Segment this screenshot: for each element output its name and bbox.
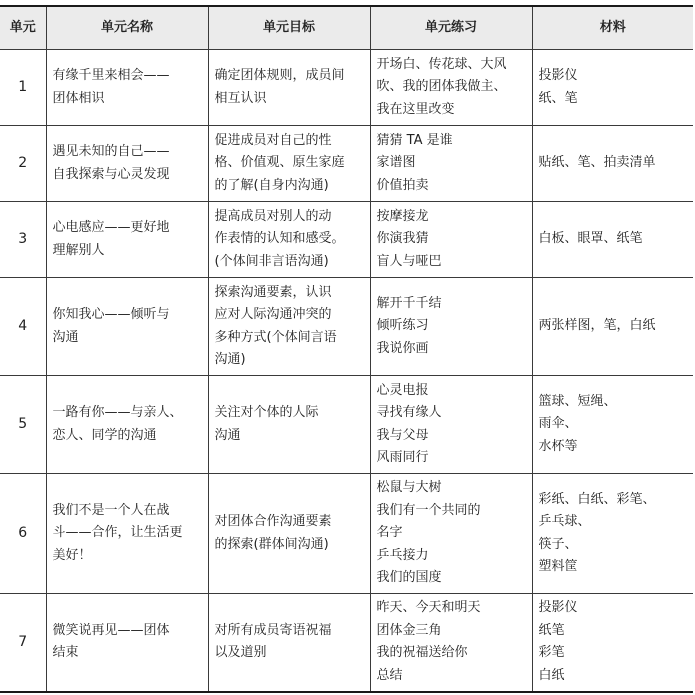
cell-text-line: 彩纸、白纸、彩笔、 — [538, 491, 656, 507]
unit-number-cell: 6 — [0, 474, 46, 594]
cell-text-line: 以及道别 — [214, 645, 267, 661]
cell-text-line: 心灵电报 — [376, 382, 429, 398]
unit-exercise-cell — [370, 202, 532, 278]
cell-text-line: 盲人与哑巴 — [376, 253, 442, 269]
table-row — [0, 202, 693, 278]
unit-name-cell — [46, 594, 208, 692]
cell-text-line: 沟通) — [214, 352, 246, 367]
cell-text-line: 塑料筐 — [538, 559, 578, 574]
unit-number-cell: 7 — [0, 594, 46, 692]
table-row — [0, 594, 693, 692]
unit-number-cell: 2 — [0, 126, 46, 202]
unit-name-cell — [46, 376, 208, 474]
cell-text-line: 松鼠与大树 — [376, 480, 442, 496]
cell-text-line: 团体相识 — [52, 90, 105, 106]
materials-cell — [532, 376, 693, 474]
unit-name-cell — [46, 126, 208, 202]
cell-text-line: 雨伞、 — [538, 416, 578, 432]
cell-text-line: 自我探索与心灵发现 — [52, 166, 170, 182]
cell-text-line: 确定团体规则，成员间 — [214, 68, 345, 83]
cell-text-line: 纸笔 — [538, 622, 565, 638]
table-row — [0, 50, 693, 126]
cell-text-line: 的了解(自身内沟通) — [214, 177, 329, 193]
header-unit-exercise: 单元练习 — [370, 6, 532, 50]
unit-goal-cell — [208, 202, 370, 278]
cell-text-line: 解开千千结 — [376, 295, 442, 311]
cell-text-line: 昨天、今天和明天 — [376, 600, 481, 616]
table-row — [0, 376, 693, 474]
cell-text-line: 水杯等 — [538, 438, 578, 454]
unit-number-cell: 5 — [0, 376, 46, 474]
cell-text-line: 篮球、短绳、 — [538, 393, 617, 409]
materials-cell — [532, 50, 693, 126]
cell-text-line: 的探索(群体间沟通) — [214, 536, 329, 552]
cell-text-line: 家谱图 — [376, 155, 416, 171]
unit-goal-cell — [208, 594, 370, 692]
unit-number-cell: 3 — [0, 202, 46, 278]
cell-text-line: (个体间非言语沟通) — [214, 253, 329, 269]
cell-text-line: 一路有你——与亲人、 — [52, 405, 183, 420]
cell-text-line: 结束 — [52, 645, 79, 661]
cell-text-line: 我与父母 — [376, 427, 429, 443]
cell-text-line: 应对人际沟通冲突的 — [214, 307, 332, 322]
table-row — [0, 126, 693, 202]
cell-text-line: 纸、笔 — [538, 90, 578, 106]
cell-text-line: 筷子、 — [538, 536, 578, 552]
cell-text-line: 乒乓接力 — [376, 547, 429, 563]
cell-text-line: 投影仪 — [538, 68, 578, 83]
unit-exercise-cell — [370, 594, 532, 692]
cell-text-line: 提高成员对别人的动 — [214, 208, 332, 224]
cell-text-line: 我们有一个共同的 — [376, 502, 481, 518]
materials-cell — [532, 278, 693, 376]
cell-text-line: 探索沟通要素，认识 — [214, 284, 332, 300]
cell-text-line: 乒乓球、 — [538, 514, 591, 529]
header-materials: 材料 — [532, 6, 693, 50]
cell-text-line: 总结 — [376, 667, 403, 683]
cell-text-line: 两张样图，笔，白纸 — [538, 318, 656, 334]
materials-cell — [532, 594, 693, 692]
cell-text-line: 沟通 — [52, 329, 79, 345]
materials-cell — [532, 474, 693, 594]
cell-text-line: 你知我心——倾听与 — [52, 307, 170, 322]
unit-exercise-cell — [370, 474, 532, 594]
cell-text-line: 倾听练习 — [376, 318, 429, 334]
cell-text-line: 遇见未知的自己—— — [52, 144, 170, 159]
cell-text-line: 白板、眼罩、纸笔 — [538, 231, 643, 247]
cell-text-line: 有缘千里来相会—— — [52, 68, 170, 83]
cell-text-line: 沟通 — [214, 427, 241, 443]
unit-name-cell — [46, 50, 208, 126]
cell-text-line: 风雨同行 — [376, 450, 429, 465]
materials-cell — [532, 126, 693, 202]
unit-number-cell: 1 — [0, 50, 46, 126]
unit-goal-cell — [208, 50, 370, 126]
unit-exercise-cell — [370, 50, 532, 126]
unit-goal-cell — [208, 376, 370, 474]
cell-text-line: 关注对个体的人际 — [214, 405, 319, 420]
cell-text-line: 名字 — [376, 525, 403, 541]
unit-goal-cell — [208, 278, 370, 376]
cell-text-line: 恋人、同学的沟通 — [52, 427, 157, 443]
cell-text-line: 吹、我的团体我做主、 — [376, 79, 507, 95]
unit-goal-cell — [208, 474, 370, 594]
cell-text-line: 对所有成员寄语祝福 — [214, 622, 332, 638]
cell-text-line: 开场白、传花球、大风 — [376, 56, 507, 72]
unit-name-cell — [46, 202, 208, 278]
group-counseling-units-table — [0, 5, 693, 693]
table-row — [0, 474, 693, 594]
table-row — [0, 278, 693, 376]
unit-number-cell: 4 — [0, 278, 46, 376]
cell-text-line: 理解别人 — [52, 242, 105, 258]
cell-text-line: 价值拍卖 — [376, 177, 429, 193]
cell-text-line: 斗——合作，让生活更 — [52, 525, 183, 541]
cell-text-line: 投影仪 — [538, 600, 578, 616]
cell-text-line: 彩笔 — [538, 645, 565, 661]
cell-text-line: 心电感应——更好地 — [52, 220, 170, 235]
cell-text-line: 我们不是一个人在战 — [52, 502, 170, 518]
cell-text-line: 我们的国度 — [376, 570, 442, 586]
cell-text-line: 格、价值观、原生家庭 — [214, 155, 345, 171]
cell-text-line: 我的祝福送给你 — [376, 645, 468, 661]
unit-exercise-cell — [370, 376, 532, 474]
cell-text-line: 你演我猜 — [376, 231, 429, 247]
unit-exercise-cell — [370, 126, 532, 202]
unit-exercise-cell — [370, 278, 532, 376]
cell-text-line: 猜猜 TA 是谁 — [376, 132, 453, 148]
cell-text-line: 白纸 — [538, 667, 565, 683]
cell-text-line: 我在这里改变 — [376, 101, 455, 117]
materials-cell — [532, 202, 693, 278]
cell-text-line: 美好！ — [52, 547, 92, 563]
cell-text-line: 按摩接龙 — [376, 208, 429, 224]
cell-text-line: 多种方式(个体间言语 — [214, 329, 337, 345]
header-unit-name: 单元名称 — [46, 6, 208, 50]
cell-text-line: 作表情的认知和感受。 — [214, 231, 345, 247]
unit-name-cell — [46, 474, 208, 594]
cell-text-line: 促进成员对自己的性 — [214, 132, 332, 148]
cell-text-line: 团体金三角 — [376, 622, 442, 638]
cell-text-line: 对团体合作沟通要素 — [214, 514, 332, 529]
cell-text-line: 寻找有缘人 — [376, 405, 442, 420]
cell-text-line: 贴纸、笔、拍卖清单 — [538, 155, 656, 171]
header-row — [0, 6, 693, 50]
cell-text-line: 相互认识 — [214, 90, 267, 106]
cell-text-line: 我说你画 — [376, 340, 429, 356]
unit-name-cell — [46, 278, 208, 376]
header-unit: 单元 — [0, 6, 46, 50]
header-unit-goal: 单元目标 — [208, 6, 370, 50]
unit-goal-cell — [208, 126, 370, 202]
cell-text-line: 微笑说再见——团体 — [52, 622, 170, 638]
